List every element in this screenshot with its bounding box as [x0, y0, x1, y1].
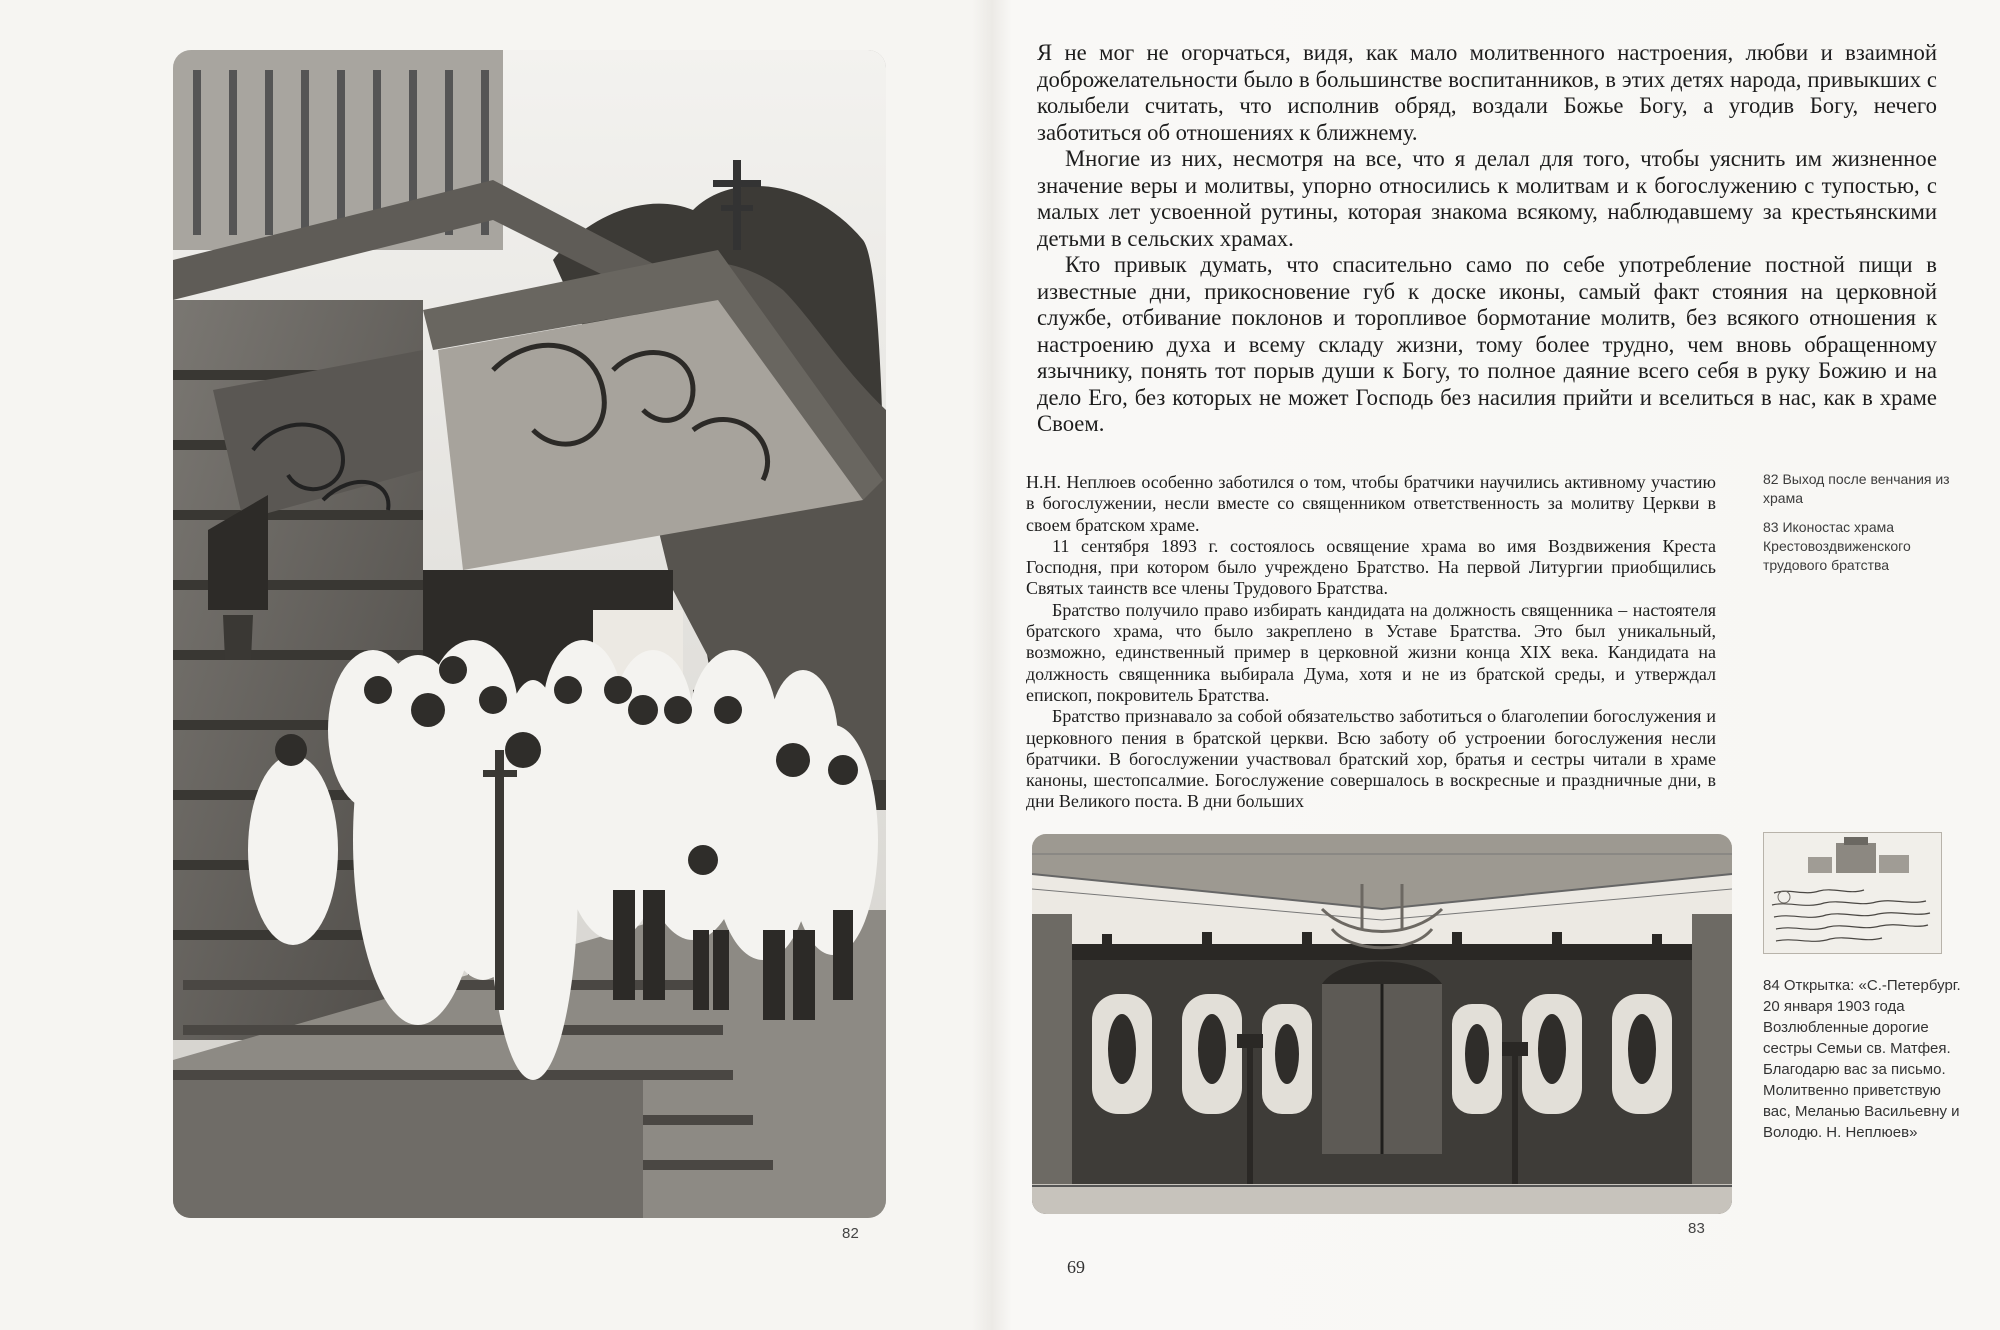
figure-82-number: 82: [842, 1225, 860, 1242]
iconostasis-engraving: [1032, 834, 1732, 1214]
main-paragraph-3: Кто привык думать, что спасительно само по себе употребление постной пищи в известные дни, прикосновение губ к доске иконы, самый факт стояния на церковной службе, отбивание поклонов и торопливое бормотание молитв, без всякого отношения к настроению духа и всему складу жизни, тому более трудно, чем вновь обращенному язычнику, понять тот порыв души к Богу, то полное даяние всего себя в руку Божию и на дело Его, без которых не может Господь без насилия прийти и вселиться в нас, как в храме Своем.: [1037, 252, 1937, 436]
postcard-image: [1763, 832, 1942, 954]
body-paragraph-3: Братство получило право избирать кандидата на должность священника – настоятеля братского храма, что было закреплено в Уставе Братства. Это был уникальный, возможно, единственный пример в церковной жизни конца XIX века. Кандидата на должность священника выбирала Дума, хотя и не из братской среды, и утверждал епископ, покровитель Братства.: [1026, 599, 1716, 705]
wedding-photo-graphic: [173, 50, 886, 1218]
main-paragraph-1: Я не мог не огорчаться, видя, как мало молитвенного настроения, любви и взаимной доброжелательности было в большинстве воспитанников, в этих детях народа, привыкших с колыбели считать, что исполнив обряд, воздали Божье Богу, а угодив Богу, нечего заботиться об отношениях к ближнему.: [1037, 40, 1937, 145]
wedding-photo: [173, 50, 886, 1218]
main-paragraph-2: Многие из них, несмотря на все, что я делал для того, чтобы уяснить им жизненное значение веры и молитвы, упорно относились к молитвам и к богослужению с тупостью, с малых лет усвоенной рутины, которая знакома всякому, наблюдавшему за крестьянскими детьми в сельских храмах.: [1037, 146, 1937, 251]
main-quote-text: [1037, 40, 1937, 438]
iconostasis-graphic: [1032, 834, 1732, 1214]
caption-82: 82 Выход после венчания из храма: [1763, 471, 1950, 506]
body-text: [1026, 472, 1716, 813]
caption-83: 83 Иконостас храма Крестовоздвиженского трудового братства: [1763, 519, 1911, 573]
caption-84: 84 Открытка: «С.-Петербург. 20 января 1903 года Возлюбленные дорогие сестры Семьи св. Матфея. Благодарю вас за письмо. Молитвенно приветствую вас, Меланью Васильевну и Володю. Н. Неплюев»: [1763, 977, 1961, 1141]
body-paragraph-4: Братство признавало за собой обязательство заботиться о благолепии богослужения и церковного пения в братской церкви. Всю заботу об устроении богослужения несли братчики. В богослужении участвовал братский хор, братья и сестры читали в храме каноны, шестопсалмие. Богослужение совершалось в воскресные и праздничные дни, в дни Великого поста. В дни больших: [1026, 706, 1716, 812]
side-captions: [1763, 470, 1958, 575]
body-paragraph-2: 11 сентября 1893 г. состоялось освящение храма во имя Воздвижения Креста Господня, при котором было учреждено Братство. На первой Литургии приобщились Святых таинств все члены Трудового Братства.: [1026, 535, 1716, 599]
postcard-graphic: [1764, 833, 1941, 953]
figure-83-number: 83: [1688, 1220, 1706, 1237]
body-paragraph-1: Н.Н. Неплюев особенно заботился о том, чтобы братчики научились активному участию в богослужении, несли вместе со священником ответственность за молитву Церкви в своем братском храме.: [1026, 472, 1716, 535]
page-number: 69: [1067, 1257, 1085, 1277]
